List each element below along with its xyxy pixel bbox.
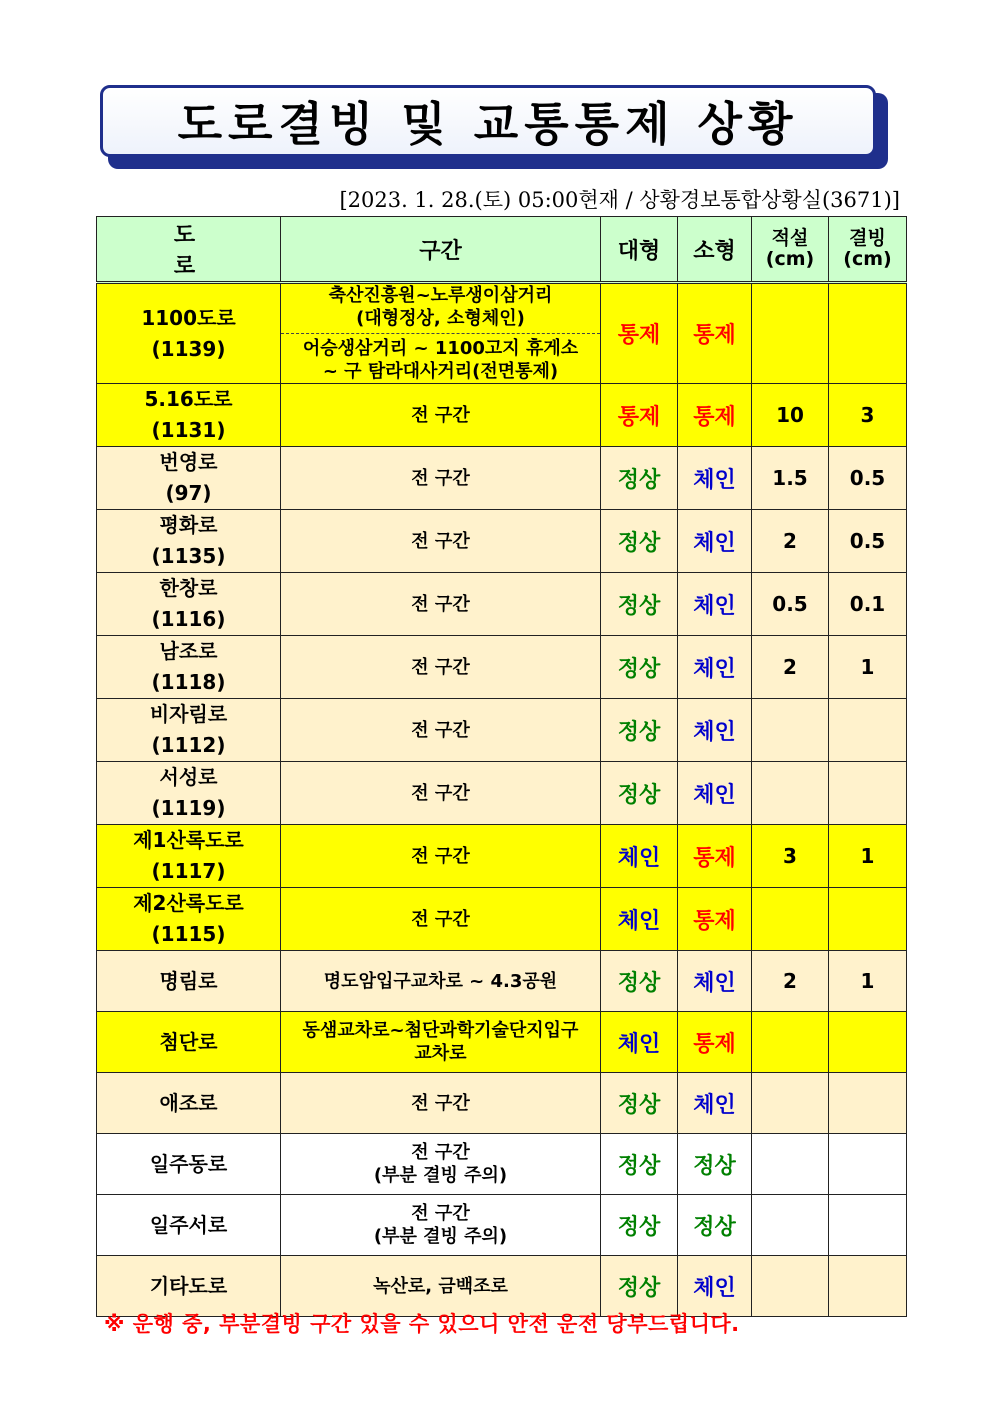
header-ice-label: 결빙 <box>849 227 886 249</box>
ice-depth <box>829 1012 907 1073</box>
small-vehicle-status: 체인 <box>678 699 752 762</box>
snow-depth: 1.5 <box>752 447 829 510</box>
section-cell <box>281 1134 601 1195</box>
snow-depth <box>752 1256 829 1317</box>
road-name: 1100도로 <box>141 305 236 330</box>
road-number: (1131) <box>151 418 226 442</box>
ice-depth <box>829 283 907 384</box>
road-name: 5.16도로 <box>144 387 233 411</box>
section-note: (부분 결빙 주의) <box>373 1226 508 1247</box>
road-number: (1118) <box>151 670 226 694</box>
table-row <box>97 1195 907 1256</box>
page-title: 도로결빙 및 교통통제 상황 <box>177 97 799 151</box>
large-vehicle-status: 정상 <box>601 699 678 762</box>
snow-depth <box>752 762 829 825</box>
title-box <box>100 85 876 157</box>
ice-depth <box>829 1256 907 1317</box>
small-vehicle-status: 정상 <box>678 1195 752 1256</box>
road-number: (1135) <box>151 544 226 568</box>
header-section: 구간 <box>281 217 601 283</box>
table-row <box>97 825 907 888</box>
title-banner <box>100 85 890 171</box>
small-vehicle-status: 통제 <box>678 888 752 951</box>
road-number: (1112) <box>151 733 226 757</box>
header-snow-unit: (cm) <box>765 248 815 270</box>
large-vehicle-status: 통제 <box>601 283 678 384</box>
section-cell: 전 구간 <box>281 447 601 510</box>
section-note: ~ 구 탐라대사거리(전면통제) <box>322 361 559 382</box>
road-cell <box>97 762 281 825</box>
large-vehicle-status: 체인 <box>601 888 678 951</box>
section-cell: 전 구간 <box>281 699 601 762</box>
large-vehicle-status: 정상 <box>601 447 678 510</box>
large-vehicle-status: 정상 <box>601 636 678 699</box>
ice-depth <box>829 1134 907 1195</box>
header-ice <box>829 217 907 283</box>
table-row <box>97 888 907 951</box>
road-name: 남조로 <box>159 639 218 663</box>
large-vehicle-status: 정상 <box>601 1256 678 1317</box>
table-row <box>97 384 907 447</box>
road-cell <box>97 699 281 762</box>
road-name: 서성로 <box>159 765 218 789</box>
table-row <box>97 573 907 636</box>
section-text: 어승생삼거리 ~ 1100고지 휴게소 <box>302 338 579 359</box>
section-cell: 전 구간 <box>281 1073 601 1134</box>
table-row <box>97 447 907 510</box>
large-vehicle-status: 정상 <box>601 951 678 1012</box>
road-number: (1139) <box>151 336 226 361</box>
table-row <box>97 283 907 384</box>
section-cell: 녹산로, 금백조로 <box>281 1256 601 1317</box>
road-name: 평화로 <box>159 513 218 537</box>
road-status-table <box>96 216 907 1317</box>
table-row <box>97 636 907 699</box>
snow-depth: 2 <box>752 636 829 699</box>
road-number: (97) <box>165 481 212 505</box>
section-cell <box>281 1195 601 1256</box>
section-cell: 전 구간 <box>281 888 601 951</box>
section-cell: 전 구간 <box>281 573 601 636</box>
ice-depth: 0.5 <box>829 447 907 510</box>
ice-depth <box>829 1195 907 1256</box>
section-part-2 <box>281 337 600 383</box>
table-header-row <box>97 217 907 283</box>
header-snow-label: 적설 <box>771 227 809 249</box>
small-vehicle-status: 통제 <box>678 825 752 888</box>
section-cell: 명도암입구교차로 ~ 4.3공원 <box>281 951 601 1012</box>
road-name: 제2산록도로 <box>133 891 244 915</box>
road-name: 첨단로 <box>159 1029 218 1054</box>
small-vehicle-status: 체인 <box>678 447 752 510</box>
road-cell <box>97 1134 281 1195</box>
section-text-cont: 교차로 <box>414 1043 467 1064</box>
ice-depth: 1 <box>829 951 907 1012</box>
snow-depth <box>752 1195 829 1256</box>
small-vehicle-status: 체인 <box>678 762 752 825</box>
road-name: 애조로 <box>159 1090 218 1115</box>
safety-notice: ※ 운행 중, 부분결빙 구간 있을 수 있으니 안전 운전 당부드립니다. <box>104 1312 740 1336</box>
road-name: 번영로 <box>159 450 218 474</box>
small-vehicle-status: 체인 <box>678 1073 752 1134</box>
large-vehicle-status: 통제 <box>601 384 678 447</box>
table-row <box>97 1073 907 1134</box>
road-cell <box>97 636 281 699</box>
snow-depth: 2 <box>752 951 829 1012</box>
report-timestamp: [2023. 1. 28.(토) 05:00현재 / 상황경보통합상황실(3671)] <box>339 188 900 212</box>
large-vehicle-status: 정상 <box>601 573 678 636</box>
snow-depth <box>752 1073 829 1134</box>
header-ice-unit: (cm) <box>843 248 892 270</box>
section-part-1 <box>281 284 600 334</box>
road-cell <box>97 573 281 636</box>
section-text: 전 구간 <box>411 1203 470 1224</box>
section-cell: 전 구간 <box>281 510 601 573</box>
road-name: 명림로 <box>159 968 218 993</box>
large-vehicle-status: 정상 <box>601 1195 678 1256</box>
road-name: 제1산록도로 <box>133 828 244 852</box>
small-vehicle-status: 체인 <box>678 510 752 573</box>
road-cell <box>97 1012 281 1073</box>
section-cell: 전 구간 <box>281 762 601 825</box>
section-note: (대형정상, 소형체인) <box>356 308 525 329</box>
small-vehicle-status: 체인 <box>678 951 752 1012</box>
road-name: 일주동로 <box>149 1151 228 1176</box>
ice-depth <box>829 888 907 951</box>
header-road: 도 로 <box>97 217 281 283</box>
snow-depth <box>752 888 829 951</box>
road-cell <box>97 825 281 888</box>
header-small: 소형 <box>678 217 752 283</box>
road-cell <box>97 510 281 573</box>
snow-depth: 3 <box>752 825 829 888</box>
road-cell <box>97 888 281 951</box>
small-vehicle-status: 체인 <box>678 573 752 636</box>
table-row <box>97 762 907 825</box>
small-vehicle-status: 통제 <box>678 283 752 384</box>
table-row <box>97 951 907 1012</box>
large-vehicle-status: 정상 <box>601 510 678 573</box>
section-note: (부분 결빙 주의) <box>373 1165 508 1186</box>
snow-depth <box>752 283 829 384</box>
ice-depth <box>829 699 907 762</box>
road-number: (1116) <box>151 607 226 631</box>
road-name: 한창로 <box>159 576 218 600</box>
road-cell <box>97 951 281 1012</box>
road-cell <box>97 1195 281 1256</box>
table-row <box>97 1134 907 1195</box>
header-large: 대형 <box>601 217 678 283</box>
section-cell: 전 구간 <box>281 825 601 888</box>
road-cell <box>97 283 281 384</box>
header-snow <box>752 217 829 283</box>
table-row <box>97 1012 907 1073</box>
table-row <box>97 699 907 762</box>
ice-depth: 1 <box>829 636 907 699</box>
large-vehicle-status: 정상 <box>601 1134 678 1195</box>
section-text: 축산진흥원~노루생이삼거리 <box>328 285 553 306</box>
ice-depth <box>829 762 907 825</box>
section-cell: 전 구간 <box>281 384 601 447</box>
snow-depth: 2 <box>752 510 829 573</box>
ice-depth: 0.5 <box>829 510 907 573</box>
ice-depth <box>829 1073 907 1134</box>
snow-depth <box>752 699 829 762</box>
small-vehicle-status: 통제 <box>678 1012 752 1073</box>
road-number: (1119) <box>151 796 226 820</box>
section-cell <box>281 283 601 384</box>
ice-depth: 0.1 <box>829 573 907 636</box>
large-vehicle-status: 정상 <box>601 762 678 825</box>
road-name: 비자림로 <box>149 702 228 726</box>
road-number: (1115) <box>151 922 226 946</box>
ice-depth: 3 <box>829 384 907 447</box>
small-vehicle-status: 정상 <box>678 1134 752 1195</box>
small-vehicle-status: 체인 <box>678 1256 752 1317</box>
road-cell <box>97 384 281 447</box>
snow-depth: 10 <box>752 384 829 447</box>
section-cell: 전 구간 <box>281 636 601 699</box>
section-text: 전 구간 <box>411 1142 470 1163</box>
section-text: 동샘교차로~첨단과학기술단지입구 <box>302 1020 579 1041</box>
large-vehicle-status: 체인 <box>601 825 678 888</box>
road-name: 기타도로 <box>149 1273 228 1298</box>
road-cell <box>97 447 281 510</box>
table-row <box>97 510 907 573</box>
ice-depth: 1 <box>829 825 907 888</box>
snow-depth <box>752 1134 829 1195</box>
small-vehicle-status: 체인 <box>678 636 752 699</box>
large-vehicle-status: 체인 <box>601 1012 678 1073</box>
snow-depth <box>752 1012 829 1073</box>
road-number: (1117) <box>151 859 226 883</box>
section-cell <box>281 1012 601 1073</box>
road-cell <box>97 1073 281 1134</box>
small-vehicle-status: 통제 <box>678 384 752 447</box>
large-vehicle-status: 정상 <box>601 1073 678 1134</box>
road-name: 일주서로 <box>149 1212 228 1237</box>
snow-depth: 0.5 <box>752 573 829 636</box>
